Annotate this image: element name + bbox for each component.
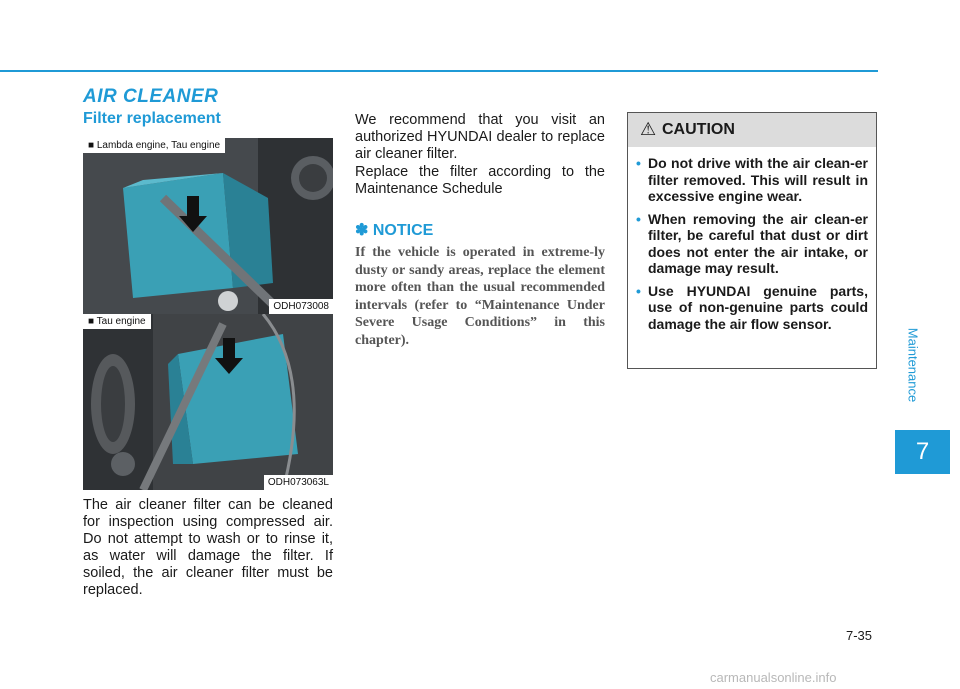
section-title: AIR CLEANER [83, 86, 219, 107]
caution-box [627, 112, 877, 369]
list-item: • Do not drive with the air clean-er filter removed. This will result in excessive engine wear. [636, 155, 868, 204]
figure-caption: ■ Lambda engine, Tau engine [83, 138, 225, 153]
side-tab-label: Maintenance [905, 327, 921, 403]
caution-list [636, 155, 868, 338]
chapter-number: 7 [895, 430, 950, 474]
warning-triangle-icon: ⚠ [640, 119, 657, 139]
dealer-recommendation-paragraph: We recommend that you visit an authorized HYUNDAI dealer to replace air cleaner filter. [355, 112, 605, 162]
notice-text: If the vehicle is operated in extreme-ly dusty or sandy areas, replace the element more often than the usual recommended intervals (refer to “Maintenance Under Severe Usage Conditions” in this chapter). [355, 245, 605, 348]
page-number: 7-35 [846, 628, 873, 643]
watermark: carmanualsonline.info [710, 670, 837, 685]
figure-caption: ■ Tau engine [83, 314, 151, 329]
engine-bay-illustration [83, 314, 333, 490]
top-rule [0, 70, 878, 72]
caution-header [628, 113, 876, 147]
caution-title: CAUTION [662, 121, 735, 138]
notice-title: ✽ NOTICE [355, 222, 434, 239]
engine-bay-illustration [83, 138, 333, 314]
figure-lambda-tau-engine [83, 138, 333, 314]
figure-code: ODH073063L [264, 475, 333, 490]
figure-tau-engine [83, 314, 333, 490]
subsection-title: Filter replacement [83, 110, 221, 127]
list-item: • Use HYUNDAI genuine parts, use of non-genuine parts could damage the air flow sensor. [636, 282, 868, 332]
figure-code: ODH073008 [269, 299, 333, 314]
schedule-paragraph: Replace the filter according to the Maintenance Schedule [355, 164, 605, 197]
list-item: • When removing the air clean-er filter, be careful that dust or dirt does not enter the air intake, or damage may result. [636, 210, 868, 276]
filter-cleaning-paragraph: The air cleaner filter can be cleaned for inspection using compressed air. Do not attempt to wash or to rinse it, as water will damage the filter. If soiled, the air cleaner filter must be replaced. [83, 497, 333, 598]
